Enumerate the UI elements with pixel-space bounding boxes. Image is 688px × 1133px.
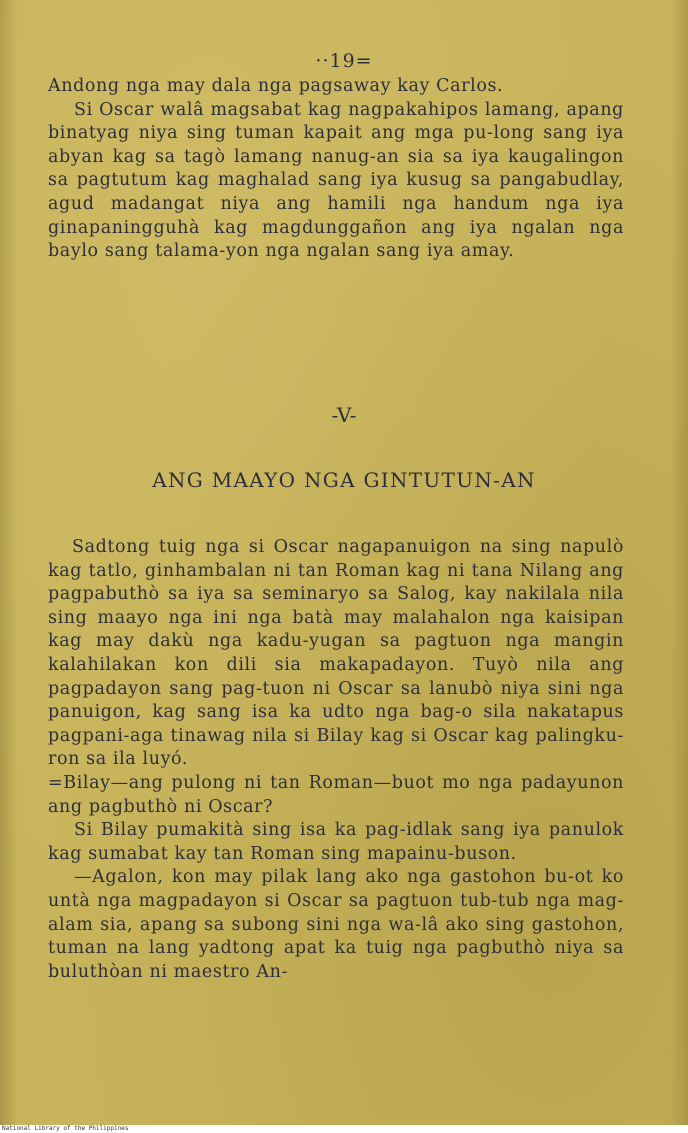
paragraph: =Bilay—ang pulong ni tan Roman—buot mo nga padayunon ang pagbuthò ni Oscar? bbox=[48, 772, 624, 817]
paragraph: Si Oscar walâ magsabat kag nagpakahipos lamang, apang binatyag niya sing tuman kapait ang mga pu-long sang iya abyan kag sa tagò lamang nanug-an sia sa iya kaugalingon sa pagtutum kag maghalad sang iya kusug sa pangabudlay, agud madangat niya ang hamili nga handum nga iya ginapaningguhà kag magdunggañon ang iya ngalan nga baylo sang talama-yon nga ngalan sang iya amay. bbox=[48, 99, 624, 262]
chapter-title: ANG MAAYO NGA GINTUTUN-AN bbox=[152, 468, 536, 492]
paragraph: —Agalon, kon may pilak lang ako nga gastohon bu-ot ko untà nga magpadayon si Oscar sa pagtuon tub-tub nga mag-alam sia, apang sa subong sini nga wa-lâ ako sing gastohon, tuman na lang yadtong apat ka tuig nga pagbuthò niya sa buluthòan ni maestro An- bbox=[48, 867, 624, 982]
top-text-block bbox=[48, 75, 624, 264]
footer-credit: National Library of the Philippines bbox=[0, 1125, 688, 1133]
page-number: ··19= bbox=[315, 50, 373, 72]
chapter-number: -V- bbox=[331, 403, 357, 427]
body-text-block bbox=[48, 536, 624, 984]
paragraph: Sadtong tuig nga si Oscar nagapanuigon na sing napulò kag tatlo, ginhambalan ni tan Roman kag ni tana Nilang ang pagpabuthò sa iya sa seminaryo sa Salog, kay nakilala nila sing maayo nga ini nga batà may malahalon nga kaisipan kag may dakù nga kadu-yugan sa pagtuon nga mangin kalahilakan kon dili sia makapadayon. Tuyò nila ang pagpadayon sang pag-tuon ni Oscar sa lanubò niya sini nga panuigon, kag sang isa ka udto nga bag-o sila nakatapus pagpani-aga tinawag nila si Bilay kag si Oscar kag palingku-ron sa ila luyó. bbox=[48, 537, 624, 770]
paragraph: Si Bilay pumakità sing isa ka pag-idlak sang iya panulok kag sumabat kay tan Roman sing mapainu-buson. bbox=[48, 820, 624, 864]
paragraph: Andong nga may dala nga pagsaway kay Carlos. bbox=[48, 76, 504, 96]
